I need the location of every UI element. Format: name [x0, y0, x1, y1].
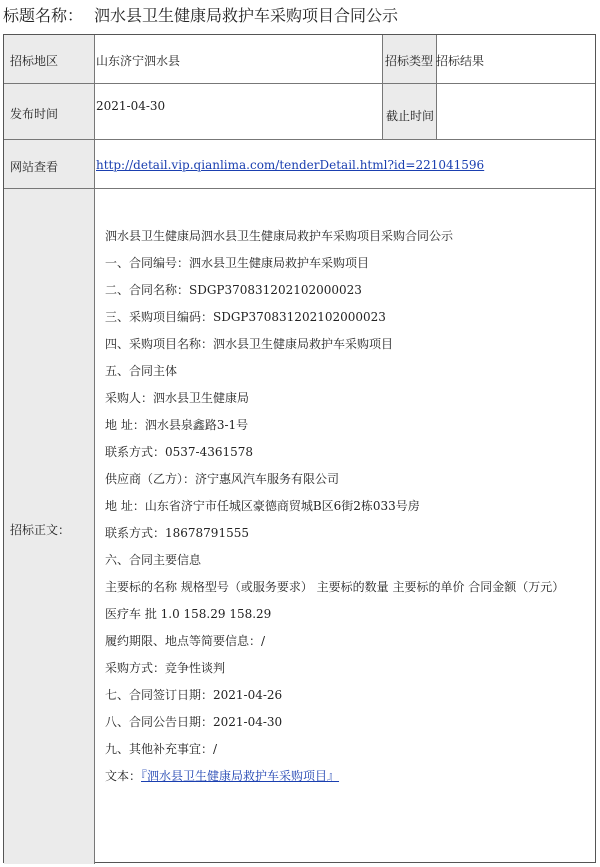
body-line: 联系方式：0537-4361578 [105, 445, 254, 459]
body-line: 采购方式：竞争性谈判 [105, 661, 226, 675]
body-line: 二、合同名称：SDGP370831202102000023 [105, 283, 362, 297]
region-label: 招标地区 [10, 54, 59, 68]
body-line: 医疗车 批 1.0 158.29 158.29 [105, 607, 272, 621]
attachment-line [105, 767, 339, 784]
region-value: 山东济宁泗水县 [96, 54, 181, 68]
body-line: 五、合同主体 [105, 364, 178, 378]
publish-label: 发布时间 [10, 107, 59, 121]
body-line: 九、其他补充事宜：/ [105, 742, 218, 756]
title-label: 标题名称： [3, 6, 84, 25]
page-title: 泗水县卫生健康局救护车采购项目合同公示 [94, 6, 399, 25]
title-row [0, 0, 600, 30]
body-line: 八、合同公告日期：2021-04-30 [105, 715, 283, 729]
body-line: 泗水县卫生健康局泗水县卫生健康局救护车采购项目采购合同公示 [105, 229, 454, 243]
column-divider [382, 35, 383, 139]
body-line: 联系方式：18678791555 [105, 526, 249, 540]
publish-value: 2021-04-30 [96, 99, 166, 113]
row-divider [4, 188, 595, 189]
info-table [3, 34, 596, 863]
tender-detail-link[interactable]: http://detail.vip.qianlima.com/tenderDetail.html?id=221041596 [96, 158, 485, 172]
row-divider [4, 139, 595, 140]
body-label: 招标正文： [10, 523, 71, 537]
body-line: 供应商（乙方）：济宁惠风汽车服务有限公司 [105, 472, 340, 486]
body-line: 地 址：泗水县泉鑫路3-1号 [105, 418, 249, 432]
column-divider [436, 35, 437, 139]
type-value: 招标结果 [436, 54, 485, 68]
deadline-label: 截止时间 [386, 109, 435, 123]
body-line: 一、合同编号：泗水县卫生健康局救护车采购项目 [105, 256, 370, 270]
body-line: 地 址：山东省济宁市任城区豪德商贸城B区6街2栋033号房 [105, 499, 420, 513]
attachment-link[interactable]: 『泗水县卫生健康局救护车采购项目』 [141, 769, 340, 783]
website-label: 网站查看 [10, 160, 59, 174]
body-line: 三、采购项目编码：SDGP370831202102000023 [105, 310, 386, 324]
body-line: 采购人：泗水县卫生健康局 [105, 391, 250, 405]
row-divider [4, 83, 595, 84]
attachment-label: 文本： [105, 769, 142, 783]
body-line: 七、合同签订日期：2021-04-26 [105, 688, 283, 702]
body-line: 六、合同主要信息 [105, 553, 202, 567]
type-label: 招标类型 [385, 54, 434, 68]
body-line: 履约期限、地点等简要信息：/ [105, 634, 266, 648]
body-line: 四、采购项目名称：泗水县卫生健康局救护车采购项目 [105, 337, 394, 351]
body-line: 主要标的名称 规格型号（或服务要求） 主要标的数量 主要标的单价 合同金额（万元） [105, 580, 565, 594]
column-divider [94, 35, 95, 864]
